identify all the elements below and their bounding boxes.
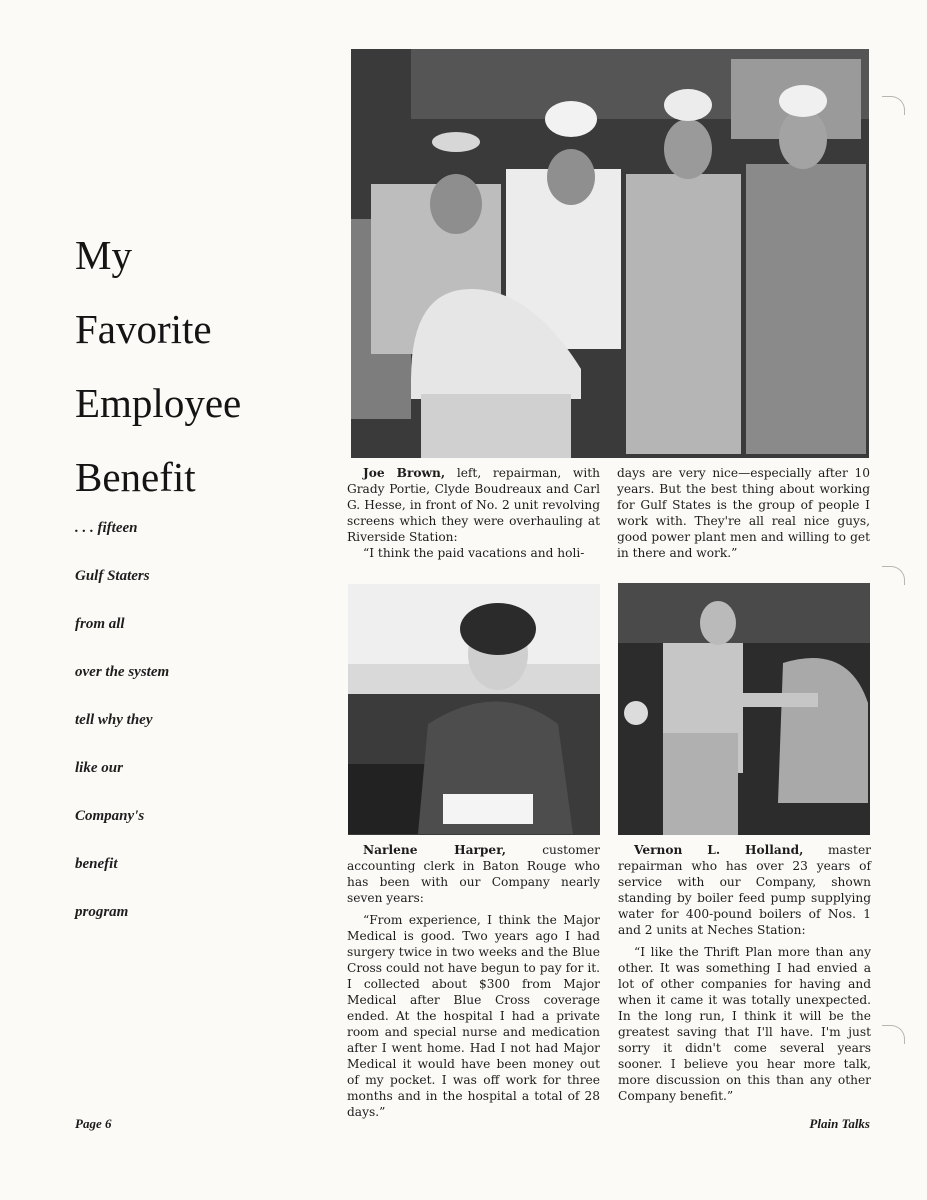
page-number: Page 6 <box>75 1116 112 1131</box>
harper-photo <box>348 584 600 835</box>
tagline-line: like our <box>75 760 123 776</box>
crew-quote-continued: days are very nice—especially after 10 years. But the best thing about working for Gulf States is the group of people I work with. They're all real nice guys, good power plant men and willing to get in there and work.” <box>617 466 870 560</box>
holland-quote: “I like the Thrift Plan more than any other. It was something I had envied a lot of other companies for having and when it came it was totally unexpected. In the long run, I think it will be the greatest saving that I'll have. I'm just sorry it didn't come several years sooner. I believe you hear more talk, more discussion on this than any other Company benefit.” <box>618 945 871 1103</box>
harper-caption <box>347 842 600 1120</box>
crew-photo <box>351 49 869 458</box>
magazine-name: Plain Talks <box>809 1116 870 1131</box>
title-line: Benefit <box>75 454 196 500</box>
holland-name: Vernon L. Holland, <box>634 843 804 857</box>
binder-hole-mark <box>882 96 905 115</box>
title-line: Employee <box>75 380 242 426</box>
tagline-line: Gulf Staters <box>75 568 150 584</box>
crew-caption-left <box>347 465 600 561</box>
tagline-line: . . . fifteen <box>75 520 138 536</box>
tagline-line: benefit <box>75 856 118 872</box>
tagline-line: tell why they <box>75 712 153 728</box>
binder-hole-mark <box>882 566 905 585</box>
crew-description: left, repairman, with Grady Portie, Clyde Boudreaux and Carl G. Hesse, in front of No. 2 unit revolving screens which they were overhauling at Riverside Station: <box>347 466 600 544</box>
crew-quote-start: “I think the paid vacations and holi- <box>363 546 585 560</box>
binder-hole-mark <box>882 1025 905 1044</box>
holland-photo <box>618 583 870 835</box>
page-title <box>75 218 315 514</box>
harper-name: Narlene Harper, <box>363 843 506 857</box>
title-line: Favorite <box>75 306 212 352</box>
tagline-line: program <box>75 904 129 920</box>
harper-description: customer accounting clerk in Baton Rouge who has been with our Company nearly seven years: <box>347 843 600 905</box>
tagline-line: Company's <box>75 808 145 824</box>
tagline-line: over the system <box>75 664 170 680</box>
tagline <box>75 518 295 950</box>
title-line: My <box>75 232 132 278</box>
holland-caption <box>618 842 871 1104</box>
tagline-line: from all <box>75 616 125 632</box>
harper-quote: “From experience, I think the Major Medical is good. Two years ago I had surgery twice in two weeks and the Blue Cross could not have begun to pay for it. I collected about $300 from Major Medical after Blue Cross coverage ended. At the hospital I had a private room and special nurse and medication after I went home. Had I not had Major Medical it would have been money out of my pocket. I was off work for three months and in the hospital a total of 28 days.” <box>347 913 600 1119</box>
crew-name: Joe Brown, <box>363 466 446 480</box>
holland-description: master repairman who has over 23 years of service with our Company, shown standing by boiler feed pump supplying water for 400-pound boilers of Nos. 1 and 2 units at Neches Station: <box>618 843 871 937</box>
crew-caption-right <box>617 465 870 561</box>
